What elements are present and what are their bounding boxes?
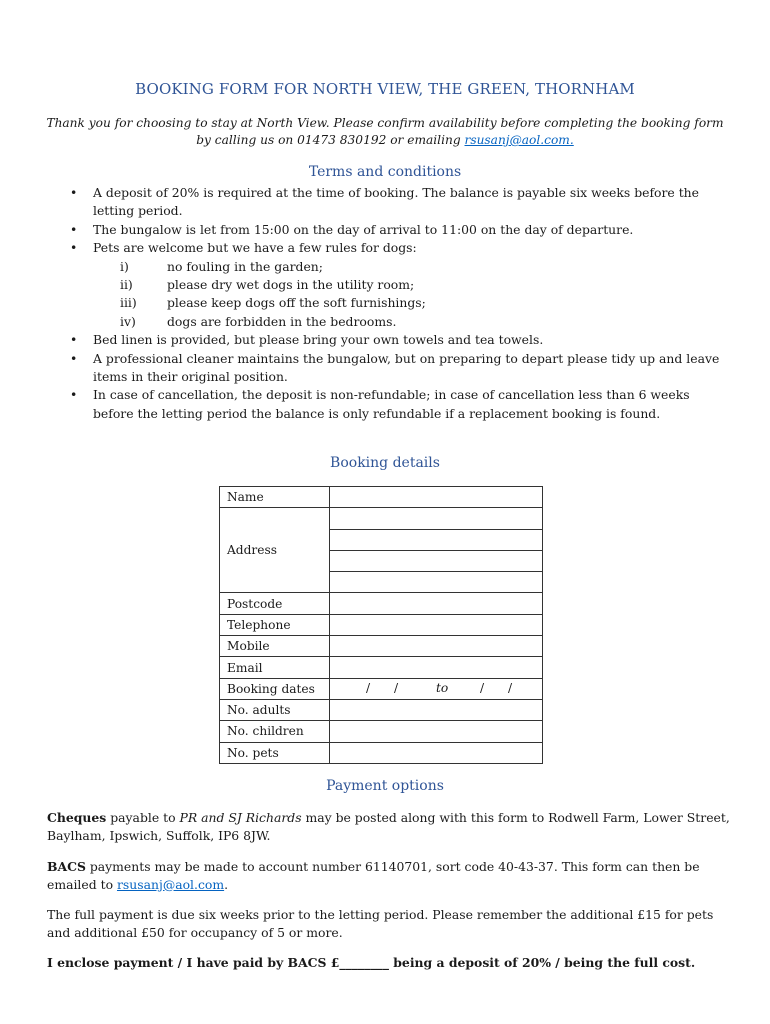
intro-email-link[interactable]: rsusanj@aol.com. [464, 133, 574, 147]
date-slash: / [480, 680, 485, 695]
table-row [220, 657, 543, 678]
term-deposit: • A deposit of 20% is required at the time of booking. The balance is payable six weeks before the letting period. [48, 184, 728, 221]
dog-rule [93, 313, 728, 331]
term-pets-text: Pets are welcome but we have a few rules for dogs: [93, 240, 417, 256]
bacs-text: payments may be made to account number 61140701, sort code 40-43-37. This form can then be emailed to [47, 859, 700, 892]
form-title: BOOKING FORM FOR NORTH VIEW, THE GREEN, THORNHAM [135, 80, 635, 98]
cheques-paragraph [47, 809, 737, 845]
dog-rule-number: iii) [120, 295, 137, 311]
email-field[interactable] [330, 657, 543, 678]
dog-rule-text: please keep dogs off the soft furnishings; [167, 295, 426, 311]
enclose-payment-statement: I enclose payment / I have paid by BACS £________ being a deposit of 20% / being the full cost. [47, 955, 696, 970]
table-row [220, 487, 543, 508]
pets-label: No. pets [220, 742, 330, 763]
cheques-payee: PR and SJ Richards [179, 810, 302, 825]
table-row [220, 678, 543, 699]
pets-field[interactable] [330, 742, 543, 763]
bacs-end: . [224, 876, 229, 892]
children-field[interactable] [330, 721, 543, 742]
terms-heading: Terms and conditions [308, 164, 462, 180]
table-row [220, 742, 543, 763]
adults-label: No. adults [220, 699, 330, 720]
address-line-4-field[interactable] [330, 572, 543, 593]
terms-list [48, 184, 728, 423]
postcode-field[interactable] [330, 593, 543, 614]
cheques-address: may be posted along with this form to Rodwell Farm, Lower Street, Baylham, Ipswich, Suffolk, IP6 8JW. [47, 810, 730, 843]
dog-rule-text: please dry wet dogs in the utility room; [167, 277, 415, 293]
term-arrival-departure: • The bungalow is let from 15:00 on the day of arrival to 11:00 on the day of departure. [48, 221, 728, 239]
dog-rule-number: i) [120, 258, 129, 274]
dog-rules-list [93, 258, 728, 332]
cheques-label: Cheques [47, 810, 107, 825]
table-row [220, 699, 543, 720]
address-line-1-field[interactable] [330, 508, 543, 529]
date-to: to [436, 680, 449, 695]
term-cleaner: • A professional cleaner maintains the bungalow, but on preparing to depart please tidy up and leave items in their original position. [48, 350, 728, 387]
term-linen: • Bed linen is provided, but please bring your own towels and tea towels. [48, 331, 728, 349]
address-label: Address [220, 508, 330, 593]
address-line-3-field[interactable] [330, 550, 543, 571]
booking-dates-field[interactable] [330, 678, 543, 699]
table-row [220, 593, 543, 614]
name-label: Name [220, 487, 330, 508]
intro-body: Thank you for choosing to stay at North View. Please confirm availability before completing the booking form by calling us on 01473 830192 or emailing [46, 116, 724, 147]
intro-text [40, 115, 730, 149]
dog-rule-text: no fouling in the garden; [167, 258, 323, 274]
dog-rule [93, 294, 728, 312]
dog-rule [93, 276, 728, 294]
telephone-label: Telephone [220, 614, 330, 635]
mobile-label: Mobile [220, 636, 330, 657]
term-pets [48, 239, 728, 331]
bacs-paragraph [47, 858, 737, 894]
table-row [220, 614, 543, 635]
full-payment-paragraph: The full payment is due six weeks prior to the letting period. Please remember the additional £15 for pets and additional £50 for occupancy of 5 or more. [47, 907, 714, 940]
name-field[interactable] [330, 487, 543, 508]
mobile-field[interactable] [330, 636, 543, 657]
booking-details-heading: Booking details [330, 455, 440, 471]
telephone-field[interactable] [330, 614, 543, 635]
date-slash: / [508, 680, 513, 695]
dog-rule [93, 258, 728, 276]
booking-dates-placeholder [330, 679, 542, 699]
table-row [220, 636, 543, 657]
table-row [220, 508, 543, 529]
date-slash: / [394, 680, 399, 695]
bacs-email-link[interactable]: rsusanj@aol.com [116, 876, 225, 892]
bacs-label: BACS [47, 859, 86, 874]
children-label: No. children [220, 721, 330, 742]
dog-rule-number: ii) [120, 277, 133, 293]
cheques-text: payable to [106, 810, 180, 825]
adults-field[interactable] [330, 699, 543, 720]
address-line-2-field[interactable] [330, 529, 543, 550]
booking-dates-label: Booking dates [220, 678, 330, 699]
postcode-label: Postcode [220, 593, 330, 614]
email-label: Email [220, 657, 330, 678]
booking-details-table [219, 486, 543, 764]
dog-rule-number: iv) [120, 313, 136, 329]
term-cancellation: • In case of cancellation, the deposit is non-refundable; in case of cancellation less than 6 weeks before the letting period the balance is only refundable if a replacement booking is found. [48, 386, 728, 423]
dog-rule-text: dogs are forbidden in the bedrooms. [167, 313, 397, 329]
date-slash: / [366, 680, 371, 695]
table-row [220, 721, 543, 742]
payment-options-heading: Payment options [326, 778, 444, 794]
